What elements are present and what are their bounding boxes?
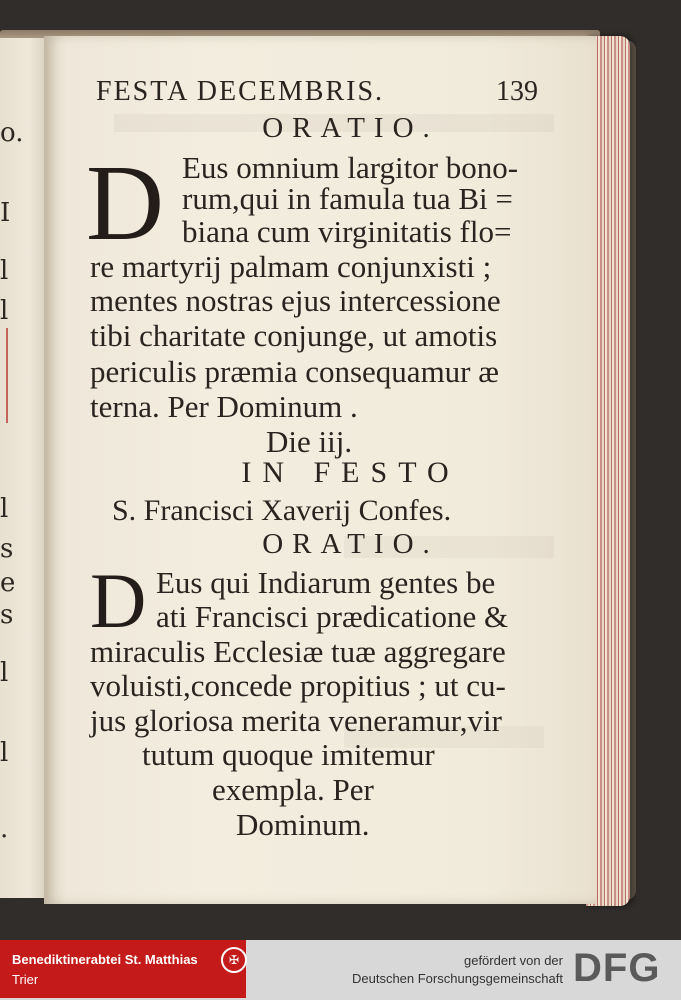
feast-title: IN FESTO	[241, 456, 460, 489]
text-line: Eus qui Indiarum gentes be	[156, 565, 496, 600]
institution-link[interactable]	[0, 940, 246, 998]
text-line: mentes nostras ejus intercessione	[90, 283, 501, 318]
text-line: Eus omnium largitor bono-	[182, 150, 519, 185]
text-line: biana cum virginitatis flo=	[182, 214, 512, 249]
left-fragment: l	[0, 296, 9, 326]
prayer-heading: ORATIO.	[262, 528, 439, 560]
left-fragment: s	[0, 534, 14, 564]
sponsor-name: Deutschen Forschungsgemeinschaft	[351, 971, 563, 986]
drop-cap: D	[86, 144, 164, 263]
running-title: FESTA DECEMBRIS.	[96, 76, 385, 107]
left-fragment: l	[0, 738, 9, 768]
left-fragment: s	[0, 600, 14, 630]
prayer-heading: ORATIO.	[262, 112, 439, 144]
footer-banner	[0, 940, 681, 1000]
left-fragment: .	[0, 814, 9, 844]
text-line: tibi charitate conjunge, ut amotis	[90, 318, 498, 353]
left-fragment: l	[0, 494, 9, 524]
left-fragment: e	[0, 568, 16, 598]
institution-city: Trier	[12, 972, 39, 987]
text-line: tutum quoque imitemur	[142, 737, 435, 772]
text-line: re martyrij palmam conjunxisti ;	[90, 249, 492, 284]
left-fragment: I	[0, 198, 11, 228]
feast-saint: S. Francisci Xaverij Confes.	[112, 494, 452, 527]
dfg-logo[interactable]: DFG	[573, 946, 661, 990]
text-line: jus gloriosa merita veneramur,vir	[90, 703, 502, 738]
left-fragment: o.	[0, 118, 24, 148]
sponsor-caption: gefördert von der	[463, 953, 563, 968]
rubric-rule	[6, 328, 8, 423]
feast-date: Die iij.	[266, 424, 353, 459]
institution-name: Benediktinerabtei St. Matthias	[12, 952, 198, 967]
drop-cap: D	[90, 557, 147, 644]
text-line: miraculis Ecclesiæ tuæ aggregare	[90, 634, 506, 669]
text-line: periculis præmia consequamur æ	[90, 354, 499, 389]
text-line: terna. Per Dominum .	[90, 389, 358, 424]
text-line: voluisti,concede propitius ; ut cu-	[90, 668, 506, 703]
abbey-seal-icon: ✠	[221, 947, 247, 973]
text-line: ati Francisci prædicatione &	[156, 599, 509, 634]
text-line: rum,qui in famula tua Bi =	[182, 181, 513, 216]
text-line: Dominum.	[236, 807, 370, 842]
left-fragment: l	[0, 256, 9, 286]
text-line: exempla. Per	[212, 772, 374, 807]
page-number: 139	[496, 76, 538, 107]
left-fragment: l	[0, 658, 9, 688]
